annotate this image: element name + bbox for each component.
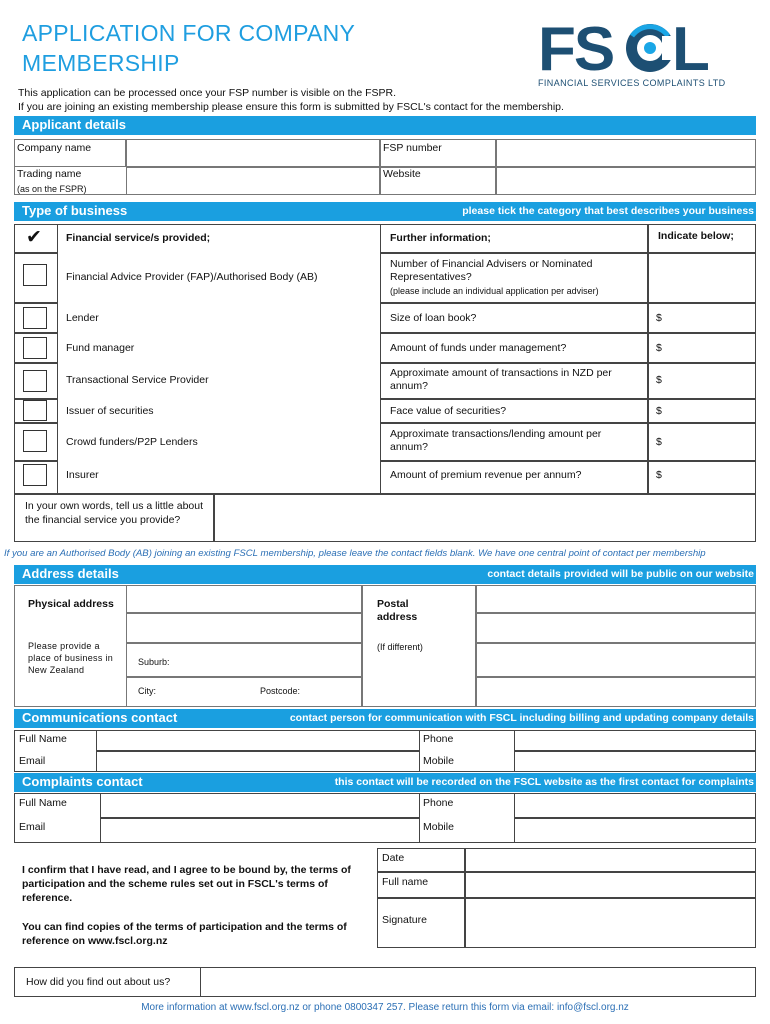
postal-address-label: Postal address <box>377 598 418 623</box>
postal-line3-input[interactable] <box>476 643 756 677</box>
city-postcode-input[interactable] <box>126 677 362 707</box>
address-note: contact details provided will be public on our website <box>487 568 754 580</box>
service-label: Financial Advice Provider (FAP)/Authorised Body (AB) <box>66 271 318 283</box>
comm-phone-input[interactable] <box>514 730 756 751</box>
comp-email-input[interactable] <box>100 818 420 843</box>
service-label: Insurer <box>66 469 99 481</box>
svg-text:FS: FS <box>538 15 614 84</box>
communications-note: contact person for communication with FSCL including billing and updating company details <box>289 712 754 724</box>
lender-indicate-input[interactable] <box>648 303 756 333</box>
comp-mobile-label: Mobile <box>423 821 454 833</box>
crowd-funders-indicate-input[interactable] <box>648 423 756 461</box>
postal-line4-input[interactable] <box>476 677 756 707</box>
complaints-heading: Complaints contact <box>22 774 143 789</box>
full-name-label: Full name <box>382 876 429 888</box>
transactional-checkbox[interactable] <box>23 370 47 392</box>
service-label: Lender <box>66 312 99 324</box>
checkmark-icon: ✔ <box>26 227 42 248</box>
issuer-checkbox[interactable] <box>23 400 47 421</box>
applicant-band <box>14 116 756 135</box>
trading-name-note: (as on the FSPR) <box>17 184 87 194</box>
page-title <box>22 18 382 78</box>
insurer-indicate-input[interactable] <box>648 461 756 494</box>
comp-full-name-label: Full Name <box>19 797 67 809</box>
own-words-input[interactable] <box>214 494 756 542</box>
fund-manager-checkbox[interactable] <box>23 337 47 359</box>
dollar-sign: $ <box>656 405 662 417</box>
suburb-label: Suburb: <box>138 657 170 667</box>
col-further: Further information; <box>390 232 491 244</box>
applicant-heading: Applicant details <box>22 117 127 132</box>
physical-line2-input[interactable] <box>126 613 362 643</box>
comp-full-name-input[interactable] <box>100 793 420 818</box>
info-label: Approximate amount of transactions in NZD per annum? <box>390 367 612 392</box>
tick-header-cell <box>14 224 58 253</box>
info-label: Number of Financial Advisers or Nominated Representatives? <box>390 258 593 283</box>
business-band <box>14 202 756 221</box>
dollar-sign: $ <box>656 469 662 481</box>
comp-mobile-input[interactable] <box>514 818 756 843</box>
logo-subtitle: FINANCIAL SERVICES COMPLAINTS LTD <box>538 78 726 88</box>
comp-email-label: Email <box>19 821 46 833</box>
full-name-input[interactable] <box>465 872 756 898</box>
comm-mobile-input[interactable] <box>514 751 756 772</box>
website-input[interactable] <box>496 167 756 195</box>
dollar-sign: $ <box>656 436 662 448</box>
insurer-checkbox[interactable] <box>23 464 47 486</box>
communications-heading: Communications contact <box>22 710 178 725</box>
intro-line-2: If you are joining an existing membership please ensure this form is submitted by FSCL's contact for the membership. <box>18 101 564 113</box>
how-found-label: How did you find out about us? <box>26 976 171 988</box>
col-indicate: Indicate below; <box>658 230 734 242</box>
complaints-note: this contact will be recorded on the FSCL website as the first contact for complaints <box>334 776 754 788</box>
info-label: Amount of funds under management? <box>390 342 567 354</box>
issuer-indicate-input[interactable] <box>648 399 756 423</box>
info-note: (please include an individual application per adviser) <box>390 286 599 296</box>
comm-full-name-input[interactable] <box>96 730 420 751</box>
fsp-number-label: FSP number <box>383 142 442 154</box>
fund-manager-indicate-input[interactable] <box>648 333 756 363</box>
date-label: Date <box>382 852 405 864</box>
info-label: Face value of securities? <box>390 405 507 417</box>
comm-mobile-label: Mobile <box>423 755 454 767</box>
fap-checkbox[interactable] <box>23 264 47 286</box>
dollar-sign: $ <box>656 312 662 324</box>
dollar-sign: $ <box>656 374 662 386</box>
business-instruction: please tick the category that best describes your business <box>462 205 754 217</box>
lender-checkbox[interactable] <box>23 307 47 329</box>
svg-text:L: L <box>672 15 710 84</box>
comm-phone-label: Phone <box>423 733 454 745</box>
physical-address-label: Physical address <box>28 598 114 610</box>
dollar-sign: $ <box>656 342 662 354</box>
confirm-text: I confirm that I have read, and I agree to be bound by, the terms of participation and the scheme rules set out in FSCL's terms of reference. <box>22 864 351 904</box>
date-input[interactable] <box>465 848 756 872</box>
how-found-input[interactable] <box>200 967 756 997</box>
postal-line2-input[interactable] <box>476 613 756 643</box>
comp-phone-label: Phone <box>423 797 454 809</box>
copies-text: You can find copies of the terms of participation and the terms of reference on www.fscl.org.nz <box>22 921 347 947</box>
postal-line1-input[interactable] <box>476 585 756 613</box>
transactional-indicate-input[interactable] <box>648 363 756 399</box>
business-heading: Type of business <box>22 203 128 218</box>
service-label: Issuer of securities <box>66 405 154 417</box>
service-label: Transactional Service Provider <box>66 374 209 386</box>
fap-indicate-input[interactable] <box>648 253 756 303</box>
info-label: Amount of premium revenue per annum? <box>390 469 582 481</box>
physical-line1-input[interactable] <box>126 585 362 613</box>
footer: More information at www.fscl.org.nz or phone 0800347 257. Please return this form via email: info@fscl.org.nz <box>141 1002 629 1013</box>
communications-band <box>14 709 756 728</box>
title-line-1: APPLICATION FOR COMPANY <box>22 20 356 46</box>
company-name-label: Company name <box>17 142 92 154</box>
own-words-label: In your own words, tell us a little about the financial service you provide? <box>25 500 204 526</box>
intro-line-1: This application can be processed once your FSP number is visible on the FSPR. <box>18 87 396 99</box>
city-label: City: <box>138 686 156 696</box>
trading-name-input[interactable] <box>126 167 380 195</box>
address-band <box>14 565 756 584</box>
ab-notice: If you are an Authorised Body (AB) joining an existing FSCL membership, please leave the contact fields blank. We have one central point of contact per membership <box>4 548 706 559</box>
col-service: Financial service/s provided; <box>66 232 211 244</box>
postcode-label: Postcode: <box>260 686 301 696</box>
comp-phone-input[interactable] <box>514 793 756 818</box>
service-label: Fund manager <box>66 342 135 354</box>
info-label: Approximate transactions/lending amount per annum? <box>390 428 602 453</box>
address-heading: Address details <box>22 566 119 581</box>
comm-email-input[interactable] <box>96 751 420 772</box>
trading-name-label: Trading name <box>17 168 82 180</box>
info-label: Size of loan book? <box>390 312 477 324</box>
complaints-band <box>14 773 756 792</box>
company-name-input[interactable] <box>126 139 380 167</box>
website-label: Website <box>383 168 421 180</box>
physical-address-note: Please provide a place of business in New Zealand <box>28 641 114 675</box>
signature-input[interactable] <box>465 898 756 948</box>
comm-full-name-label: Full Name <box>19 733 67 745</box>
title-line-2: MEMBERSHIP <box>22 50 180 76</box>
postal-address-note: (If different) <box>377 642 423 652</box>
comm-email-label: Email <box>19 755 46 767</box>
service-label: Crowd funders/P2P Lenders <box>66 436 198 448</box>
fsp-number-input[interactable] <box>496 139 756 167</box>
fscl-logo <box>536 14 751 94</box>
signature-label: Signature <box>382 914 427 926</box>
crowd-funders-checkbox[interactable] <box>23 430 47 452</box>
